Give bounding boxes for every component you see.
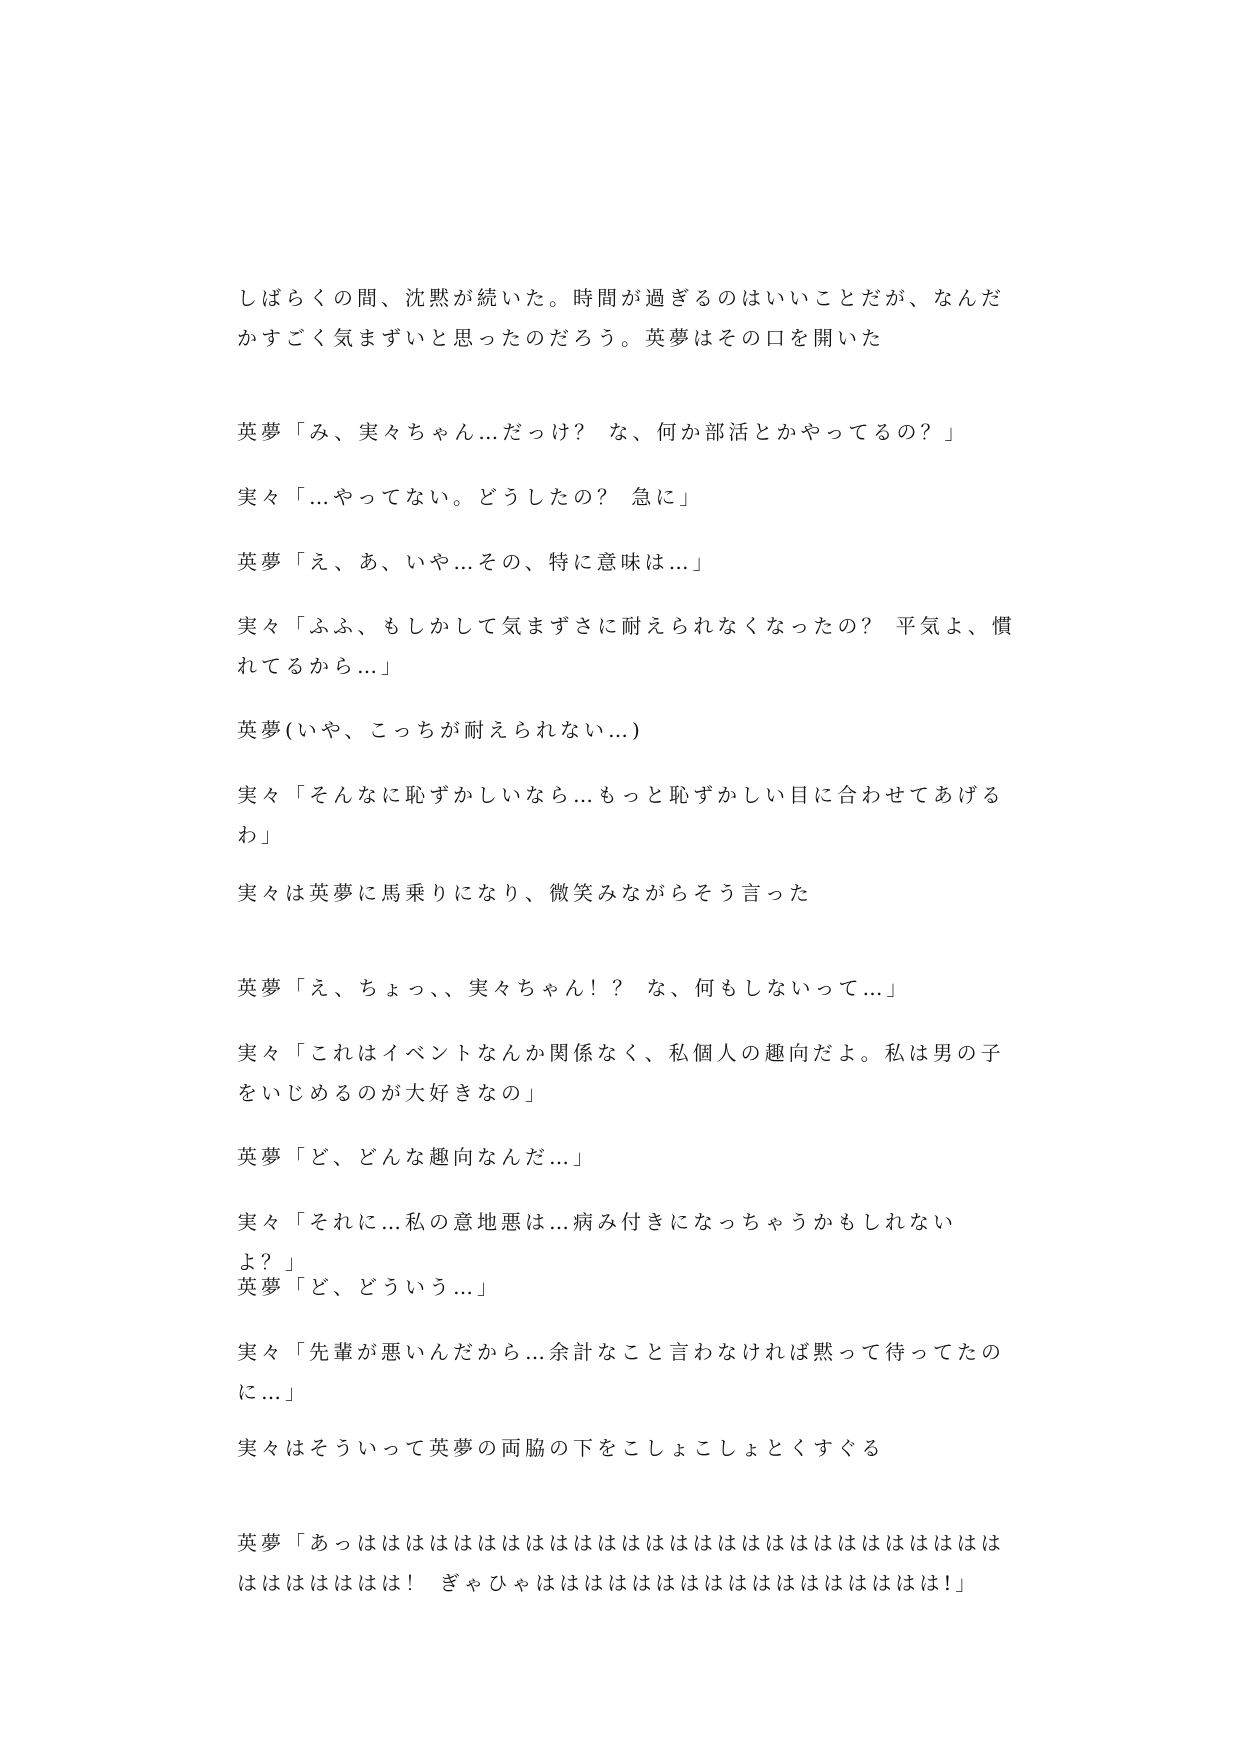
paragraph-dialogue-10: 英夢「ど、どういう…」 [237, 1275, 501, 1299]
paragraph-narration-2: 実々は英夢に馬乗りになり、微笑みながらそう言った [237, 881, 813, 905]
paragraph-dialogue-3: 英夢「え、あ、いや…その、特に意味は…」 [237, 550, 717, 574]
paragraph-dialogue-11: 実々「先輩が悪いんだから…余計なこと言わなければ黙って待ってたのに…」 [237, 1340, 1005, 1404]
paragraph-dialogue-1: 英夢「み、実々ちゃん…だっけ？ な、何か部活とかやってるの？」 [237, 420, 969, 444]
paragraph-dialogue-8: 英夢「ど、どんな趣向なんだ…」 [237, 1145, 597, 1169]
paragraph-narration-1: しばらくの間、沈黙が続いた。時間が過ぎるのはいいことだが、なんだかすごく気まずいと思ったのだろう。英夢はその口を開いた [237, 286, 1005, 350]
paragraph-narration-3: 実々はそういって英夢の両脇の下をこしょこしょとくすぐる [237, 1436, 885, 1460]
paragraph-dialogue-2: 実々「…やってない。どうしたの？ 急に」 [237, 485, 704, 509]
paragraph-dialogue-6: 英夢「え、ちょっ、、実々ちゃん！？ な、何もしないって…」 [237, 976, 911, 1000]
paragraph-thought-1: 英夢(いや、こっちが耐えられない…) [237, 718, 644, 742]
paragraph-dialogue-4: 実々「ふふ、もしかして気まずさに耐えられなくなったの？ 平気よ、慣れてるから…」 [237, 614, 1016, 678]
paragraph-dialogue-12: 英夢「あっはははははははははははははははははははははははははははははははははは！ ぎゃひゃははははははははははははははははは!」 [237, 1531, 1005, 1595]
paragraph-dialogue-7: 実々「これはイベントなんか関係なく、私個人の趣向だよ。私は男の子をいじめるのが大好きなの」 [237, 1041, 1005, 1105]
paragraph-dialogue-5: 実々「そんなに恥ずかしいなら…もっと恥ずかしい目に合わせてあげるわ」 [237, 783, 1005, 847]
paragraph-dialogue-9: 実々「それに…私の意地悪は…病み付きになっちゃうかもしれないよ？」 [237, 1210, 957, 1274]
